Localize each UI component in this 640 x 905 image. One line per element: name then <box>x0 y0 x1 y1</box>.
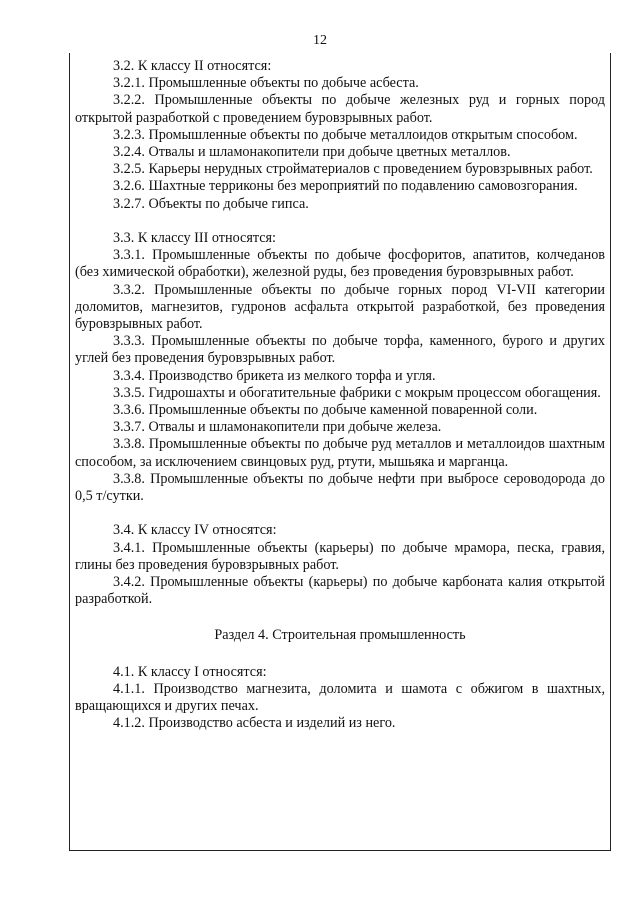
paragraph-3-4-2: 3.4.2. Промышленные объекты (карьеры) по добыче карбоната калия открытой разработкой. <box>75 574 605 608</box>
paragraph-3-2-1: 3.2.1. Промышленные объекты по добыче асбеста. <box>113 75 419 92</box>
paragraph-3-3: 3.3. К классу III относятся: <box>113 230 276 247</box>
paragraph-3-2-7: 3.2.7. Объекты по добыче гипса. <box>113 195 309 212</box>
paragraph-3-3-5: 3.3.5. Гидрошахты и обогатительные фабрики с мокрым процессом обогащения. <box>113 384 601 401</box>
paragraph-3-2-3: 3.2.3. Промышленные объекты по добыче металлоидов открытым способом. <box>113 126 578 143</box>
paragraph-4-1-1: 4.1.1. Производство магнезита, доломита и шамота с обжигом в шахтных, вращающихся и других печах. <box>75 680 605 715</box>
section-heading: Раздел 4. Строительная промышленность <box>214 627 466 644</box>
paragraph-4-1: 4.1. К классу I относятся: <box>113 663 267 680</box>
paragraph-3-2-5: 3.2.5. Карьеры нерудных стройматериалов с проведением буровзрывных работ. <box>113 161 593 178</box>
page-number: 12 <box>313 33 327 48</box>
paragraph-3-3-6: 3.3.6. Промышленные объекты по добыче каменной поваренной соли. <box>113 402 538 419</box>
paragraph-3-3-3: 3.3.3. Промышленные объекты по добыче торфа, каменного, бурого и других углей без проведения буровзрывных работ. <box>75 333 605 367</box>
document-body <box>75 58 605 732</box>
paragraph-3-3-8: 3.3.8. Промышленные объекты по добыче руд металлов и металлоидов шахтным способом, за исключением свинцовых руд, ртути, мышьяка и марганца. <box>75 436 605 470</box>
paragraph-3-4-1: 3.4.1. Промышленные объекты (карьеры) по добыче мрамора, песка, гравия, глины без проведения буровзрывных работ. <box>75 539 605 573</box>
paragraph-3-4: 3.4. К классу IV относятся: <box>113 522 277 539</box>
paragraph-3-2-2: 3.2.2. Промышленные объекты по добыче железных руд и горных пород открытой разработкой с проведением буровзрывных работ. <box>75 92 605 126</box>
paragraph-3-3-2: 3.3.2. Промышленные объекты по добыче горных пород VI-VII категории доломитов, магнезитов, гудронов асфальта открытой разработкой, без проведения буровзрывных работ. <box>75 281 605 333</box>
paragraph-3-2-6: 3.2.6. Шахтные терриконы без мероприятий по подавлению самовозгорания. <box>113 178 578 195</box>
paragraph-3-2-4: 3.2.4. Отвалы и шламонакопители при добыче цветных металлов. <box>113 144 511 161</box>
paragraph-3-2: 3.2. К классу II относятся: <box>113 58 272 74</box>
paragraph-3-3-7: 3.3.7. Отвалы и шламонакопители при добыче железа. <box>113 419 442 436</box>
paragraph-3-3-4: 3.3.4. Производство брикета из мелкого торфа и угля. <box>113 367 436 384</box>
paragraph-3-3-1: 3.3.1. Промышленные объекты по добыче фосфоритов, апатитов, колчеданов (без химической обработки), железной руды, без проведения буровзрывных работ. <box>75 247 605 281</box>
paragraph-3-3-8-oil: 3.3.8. Промышленные объекты по добыче нефти при выбросе сероводорода до 0,5 т/сутки. <box>75 470 605 505</box>
paragraph-4-1-2: 4.1.2. Производство асбеста и изделий из него. <box>113 715 396 732</box>
